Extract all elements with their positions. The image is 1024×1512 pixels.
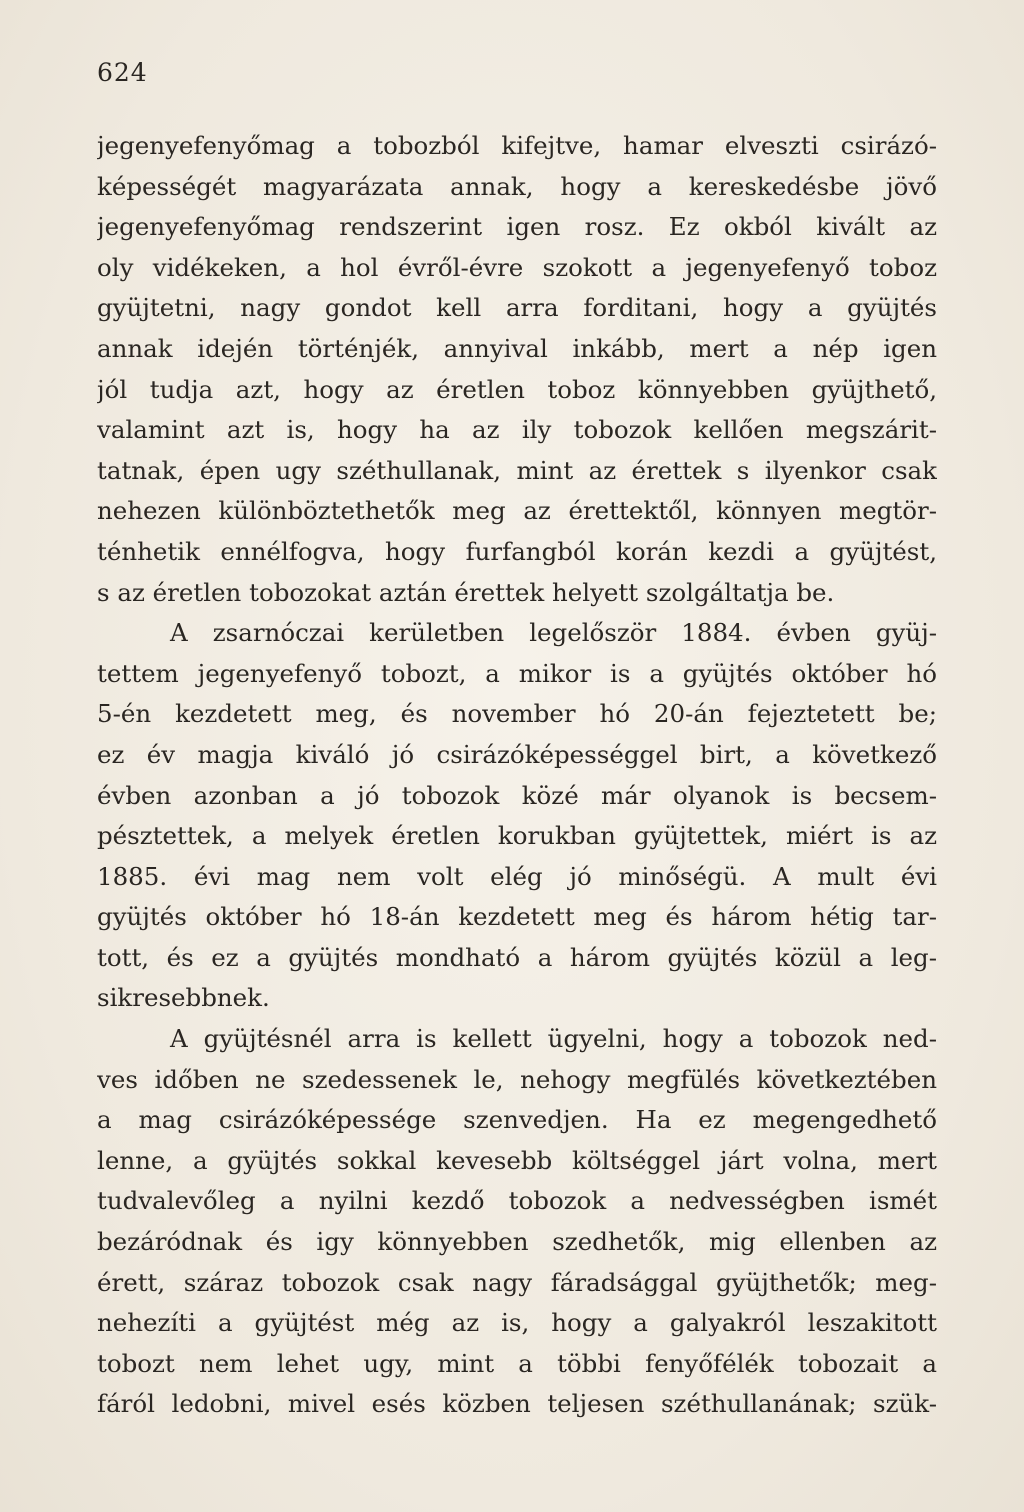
text-line: 1885. évi mag nem volt elég jó minőségü. A mult évi	[97, 861, 937, 891]
text-line: gyüjtés október hó 18-án kezdetett meg és három hétig tar-	[97, 902, 937, 932]
text-line: pésztettek, a melyek éretlen korukban gyüjtettek, miért is az	[97, 821, 937, 851]
text-line: a mag csirázóképessége szenvedjen. Ha ez megengedhető	[97, 1105, 937, 1135]
text-line: fáról ledobni, mivel esés közben teljesen széthullanának; szük-	[97, 1389, 937, 1419]
text-line: tobozt nem lehet ugy, mint a többi fenyőfélék tobozait a	[97, 1348, 937, 1378]
text-line: A gyüjtésnél arra is kellett ügyelni, hogy a tobozok ned-	[170, 1024, 937, 1054]
text-line: s az éretlen tobozokat aztán érettek helyett szolgáltatja be.	[97, 577, 835, 607]
text-line: valamint azt is, hogy ha az ily tobozok kellően megszárit-	[97, 415, 937, 445]
text-line: jegenyefenyőmag rendszerint igen rosz. Ez okból kivált az	[97, 212, 937, 242]
text-line: képességét magyarázata annak, hogy a kereskedésbe jövő	[97, 171, 937, 201]
text-line: nehezen különböztethetők meg az érettektől, könnyen megtör-	[97, 496, 937, 526]
text-line: annak idején történjék, annyival inkább, mert a nép igen	[97, 333, 937, 363]
text-line: évben azonban a jó tobozok közé már olyanok is becsem-	[97, 780, 937, 810]
text-line: nehezíti a gyüjtést még az is, hogy a galyakról leszakitott	[97, 1308, 937, 1338]
text-line: ez év magja kiváló jó csirázóképességgel birt, a következő	[97, 739, 937, 769]
text-line: tatnak, épen ugy széthullanak, mint az érettek s ilyenkor csak	[97, 455, 937, 485]
body-text	[97, 126, 937, 1425]
text-line: jegenyefenyőmag a tobozból kifejtve, hamar elveszti csirázó-	[97, 131, 937, 160]
text-line: ténhetik ennélfogva, hogy furfangból korán kezdi a gyüjtést,	[97, 536, 937, 566]
text-line: érett, száraz tobozok csak nagy fáradsággal gyüjthetők; meg-	[97, 1267, 937, 1297]
text-line: gyüjtetni, nagy gondot kell arra forditani, hogy a gyüjtés	[97, 293, 937, 323]
text-line: tudvalevőleg a nyilni kezdő tobozok a nedvességben ismét	[97, 1186, 937, 1216]
text-line: ves időben ne szedessenek le, nehogy megfülés következtében	[97, 1064, 937, 1094]
text-line: 5-én kezdetett meg, és november hó 20-án fejeztetett be;	[97, 699, 937, 729]
text-line: oly vidékeken, a hol évről-évre szokott a jegenyefenyő toboz	[97, 252, 937, 282]
text-line: A zsarnóczai kerületben legelőször 1884. évben gyüj-	[170, 618, 937, 648]
text-line: jól tudja azt, hogy az éretlen toboz könnyebben gyüjthető,	[97, 374, 937, 404]
text-line: tettem jegenyefenyő tobozt, a mikor is a gyüjtés október hó	[97, 658, 937, 688]
text-line: sikresebbnek.	[97, 983, 270, 1013]
text-line: lenne, a gyüjtés sokkal kevesebb költséggel járt volna, mert	[97, 1145, 937, 1175]
text-line: bezáródnak és igy könnyebben szedhetők, mig ellenben az	[97, 1227, 937, 1257]
page-number: 624	[97, 58, 148, 87]
text-line: tott, és ez a gyüjtés mondható a három gyüjtés közül a leg-	[97, 942, 937, 972]
